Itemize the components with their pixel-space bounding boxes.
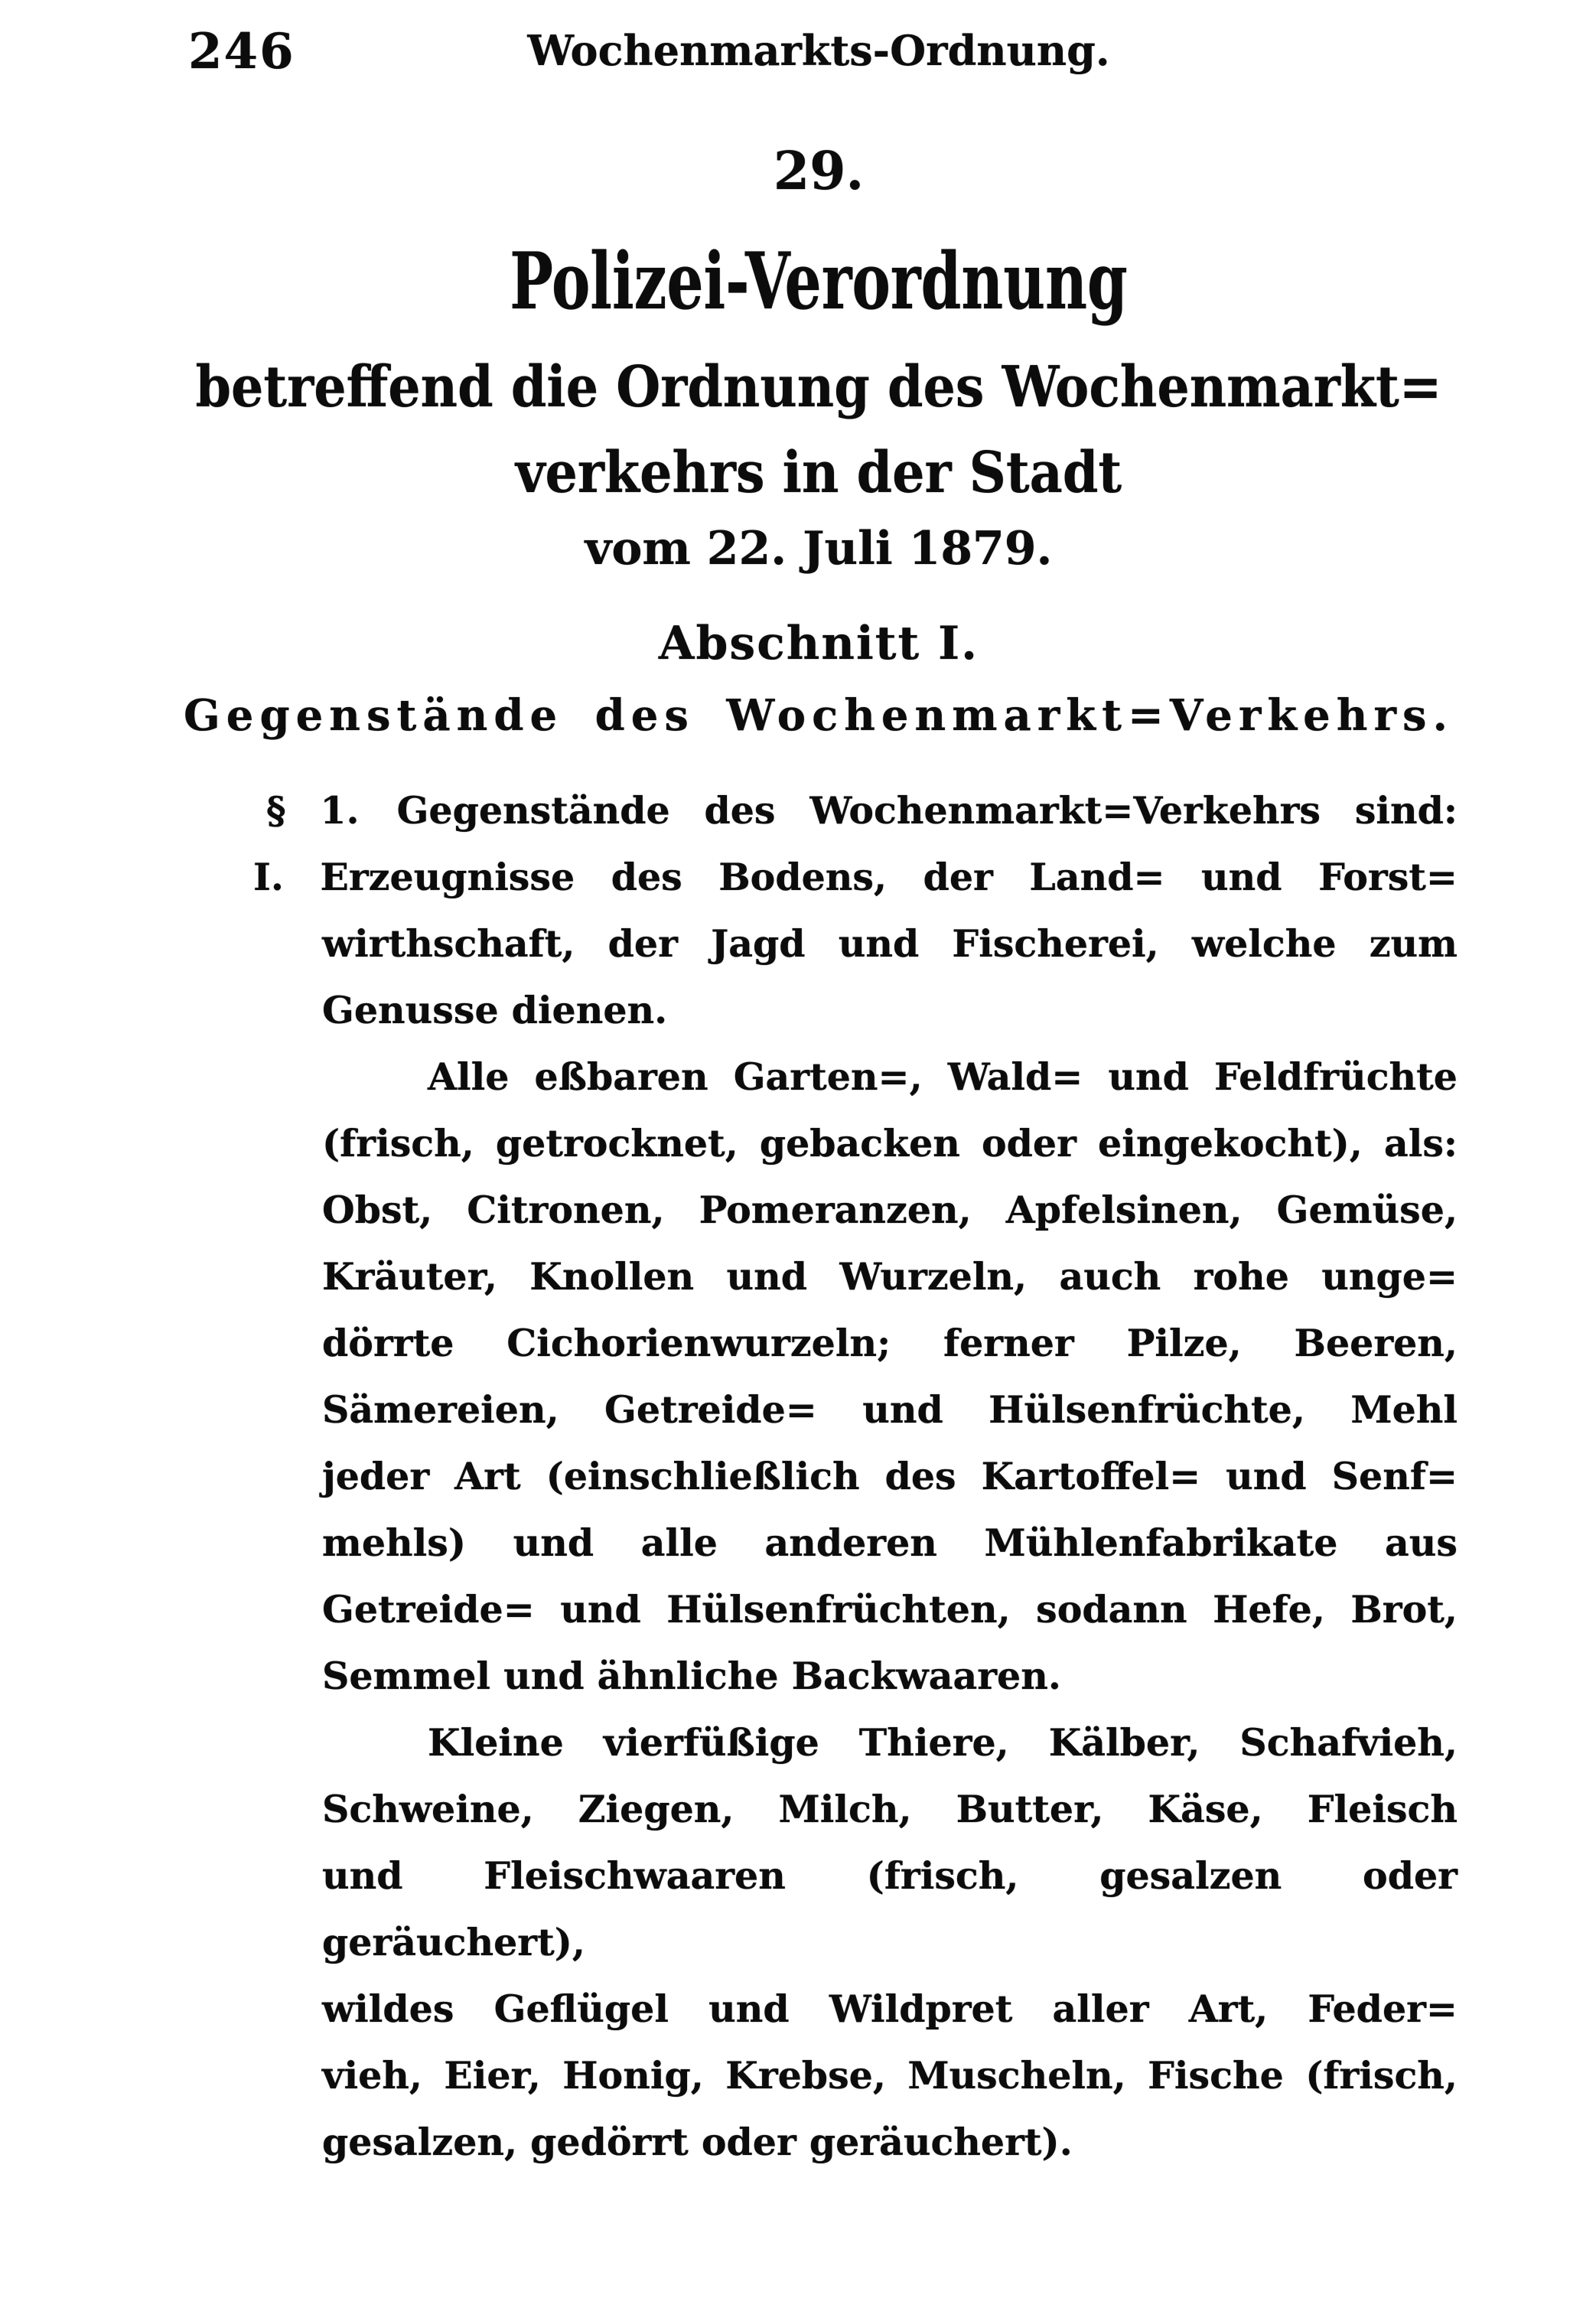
- text-line: vieh, Eier, Honig, Krebse, Muscheln, Fische (frisch,: [322, 2053, 1458, 2098]
- section-heading: Abschnitt I.: [658, 617, 979, 670]
- text-line: Getreide= und Hülsenfrüchten, sodann Hefe, Brot,: [322, 1587, 1458, 1632]
- text-line: I. Erzeugnisse des Bodens, der Land= und Forst=: [253, 855, 1458, 899]
- text-line: jeder Art (einschließlich des Kartoffel= und Senf=: [322, 1454, 1458, 1498]
- date-line: vom 22. Juli 1879.: [585, 522, 1053, 575]
- text-line: Schweine, Ziegen, Milch, Butter, Käse, Fleisch: [322, 1787, 1458, 1831]
- text-line: Kräuter, Knollen und Wurzeln, auch rohe unge=: [322, 1254, 1458, 1299]
- page-number: 246: [188, 23, 295, 80]
- text-line: (frisch, getrocknet, gebacken oder eingekocht), als:: [322, 1121, 1458, 1165]
- text-line: gesalzen, gedörrt oder geräuchert).: [322, 2120, 1073, 2164]
- article-number: 29.: [773, 141, 865, 202]
- text-line: wildes Geflügel und Wildpret aller Art, Feder=: [322, 1987, 1458, 2031]
- text-line: Obst, Citronen, Pomeranzen, Apfelsinen, Gemüse,: [322, 1188, 1458, 1232]
- text-line: Kleine vierfüßige Thiere, Kälber, Schafvieh,: [428, 1720, 1458, 1765]
- body-text: [253, 777, 1458, 2176]
- subtitle-line-2: verkehrs in der Stadt: [515, 440, 1122, 506]
- text-line: Semmel und ähnliche Backwaaren.: [322, 1654, 1061, 1698]
- text-line: mehls) und alle anderen Mühlenfabrikate aus: [322, 1521, 1458, 1565]
- subtitle-line-1: betreffend die Ordnung des Wochenmarkt=: [195, 354, 1442, 420]
- text-line: wirthschaft, der Jagd und Fischerei, welche zum: [322, 921, 1458, 966]
- article-subtitle: [119, 344, 1519, 516]
- running-header-title: Wochenmarkts-Ordnung.: [527, 26, 1110, 75]
- text-line: Sämereien, Getreide= und Hülsenfrüchte, Mehl: [322, 1387, 1458, 1432]
- text-line: dörrte Cichorienwurzeln; ferner Pilze, Beeren,: [322, 1321, 1458, 1365]
- section-subheading: Gegenstände des Wochenmarkt=Verkehrs.: [183, 690, 1454, 741]
- text-line: Alle eßbaren Garten=, Wald= und Feldfrüchte: [428, 1055, 1458, 1099]
- text-line: Genusse dienen.: [322, 988, 668, 1032]
- text-line: und Fleischwaaren (frisch, gesalzen oder geräuchert),: [322, 1853, 1458, 1964]
- text-line: § 1. Gegenstände des Wochenmarkt=Verkehrs sind:: [266, 788, 1458, 833]
- article-title: Polizei-Verordnung: [510, 236, 1128, 328]
